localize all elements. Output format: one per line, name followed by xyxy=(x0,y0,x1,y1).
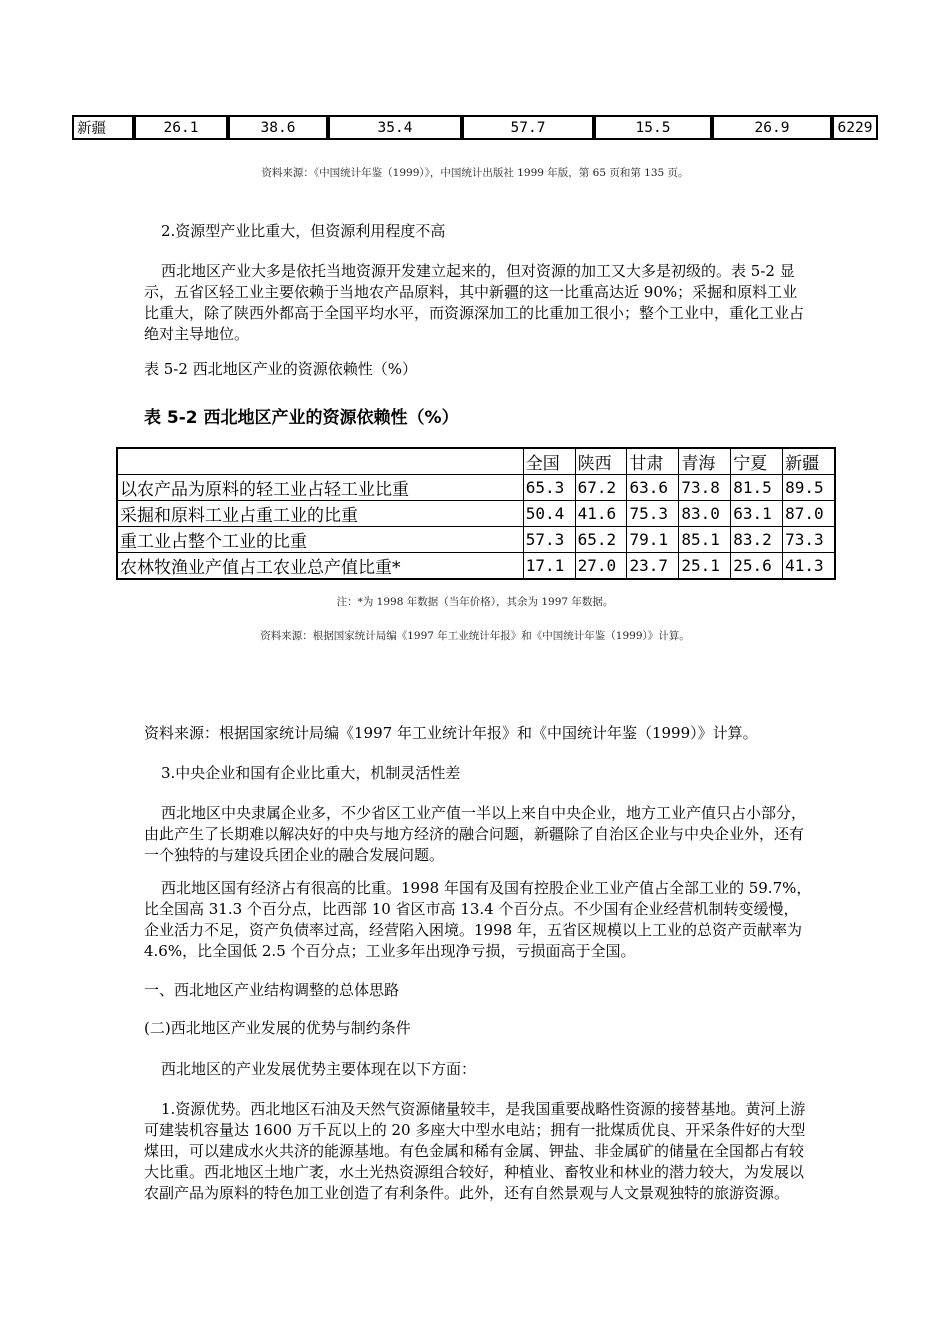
resource-dependency-table xyxy=(116,447,836,580)
table-cell: 85.1 xyxy=(679,527,731,553)
table-cell: 41.3 xyxy=(783,553,835,580)
source-note: 资料来源：根据国家统计局编《1997 年工业统计年报》和《中国统计年鉴（1999）》计算。 xyxy=(260,630,690,642)
table-cell: 89.5 xyxy=(783,475,835,501)
table-cell: 35.4 xyxy=(328,117,462,138)
paragraph: 西北地区中央隶属企业多，不少省区工业产值一半以上来自中央企业，地方工业产值只占小部分，由此产生了长期难以解决好的中央与地方经济的融合问题，新疆除了自治区企业与中央企业外，还有一个独特的与建设兵团企业的融合发展问题。 xyxy=(144,804,807,864)
table-cell: 17.1 xyxy=(523,553,575,580)
paragraph: 西北地区国有经济占有很高的比重。1998 年国有及国有控股企业工业产值占全部工业的 59.7%，比全国高 31.3 个百分点，比西部 10 省区市高 13.4 个百分点。不少国有企业经营机制转变缓慢，企业活力不足，资产负债率过高，经营陷入困境。1998 年，五省区规模以上工业的总资产贡献率为 4.6%，比全国低 2.5 个百分点；工业多年出现净亏损，亏损面高于全国。 xyxy=(144,879,812,960)
table-cell: 67.2 xyxy=(575,475,627,501)
row-label: 以农产品为原料的轻工业占轻工业比重 xyxy=(117,475,523,501)
table-header-cell: 青海 xyxy=(679,448,731,475)
table-header-cell: 陕西 xyxy=(575,448,627,475)
paragraph: 1.资源优势。西北地区石油及天然气资源储量较丰，是我国重要战略性资源的接替基地。黄河上游可建装机容量达 1600 万千瓦以上的 20 多座大中型水电站；拥有一批煤质优良、开采条件好的大型煤田，可以建成水火共济的能源基地。有色金属和稀有金属、钾盐、非金属矿的储量在全国都占有较大比重。西北地区土地广袤，水土光热资源组合较好，种植业、畜牧业和林业的潜力较大，为发展以农副产品为原料的特色加工业创造了有利条件。此外，还有自然景观与人文景观独特的旅游资源。 xyxy=(144,1100,806,1202)
table-cell: 57.7 xyxy=(462,117,594,138)
table-cell: 65.3 xyxy=(523,475,575,501)
table-cell: 83.2 xyxy=(731,527,783,553)
table-cell: 15.5 xyxy=(594,117,712,138)
table-cell: 25.1 xyxy=(679,553,731,580)
table-header-cell: 宁夏 xyxy=(731,448,783,475)
table-row xyxy=(117,553,835,580)
row-label: 采掘和原料工业占重工业的比重 xyxy=(117,501,523,527)
source-note: 资料来源：《中国统计年鉴（1999）》，中国统计出版社 1999 年版，第 65 页和第 135 页。 xyxy=(261,167,689,179)
paragraph: 西北地区产业大多是依托当地资源开发建立起来的，但对资源的加工又大多是初级的。表 5-2 显示，五省区轻工业主要依赖于当地农产品原料，其中新疆的这一比重高达近 90%；采掘和原料工业比重大，除了陕西外都高于全国平均水平，而资源深加工的比重加工很小；整个工业中，重化工业占绝对主导地位。 xyxy=(144,262,805,343)
table-cell: 25.6 xyxy=(731,553,783,580)
source-note: 资料来源：根据国家统计局编《1997 年工业统计年报》和《中国统计年鉴（1999）》计算。 xyxy=(144,724,758,742)
section-heading: 一、西北地区产业结构调整的总体思路 xyxy=(144,981,400,999)
table-cell: 新疆 xyxy=(74,117,134,138)
paragraph: 西北地区的产业发展优势主要体现在以下方面： xyxy=(161,1060,477,1078)
table-header-cell: 全国 xyxy=(523,448,575,475)
xinjiang-data-table xyxy=(72,115,878,140)
table-cell: 41.6 xyxy=(575,501,627,527)
table-cell: 81.5 xyxy=(731,475,783,501)
table-cell: 63.6 xyxy=(627,475,679,501)
table-cell: 73.3 xyxy=(783,527,835,553)
table-label: 表 5-2 西北地区产业的资源依赖性（%） xyxy=(144,360,417,378)
table-cell: 75.3 xyxy=(627,501,679,527)
table-cell: 26.1 xyxy=(134,117,228,138)
section-heading: (二)西北地区产业发展的优势与制约条件 xyxy=(144,1019,411,1037)
table-cell: 57.3 xyxy=(523,527,575,553)
section-heading: 2.资源型产业比重大，但资源利用程度不高 xyxy=(161,222,446,240)
table-cell: 26.9 xyxy=(712,117,832,138)
table-cell: 50.4 xyxy=(523,501,575,527)
table-row xyxy=(117,501,835,527)
table-cell: 23.7 xyxy=(627,553,679,580)
table-cell: 83.0 xyxy=(679,501,731,527)
table-title: 表 5-2 西北地区产业的资源依赖性（%） xyxy=(144,408,459,428)
table-cell: 63.1 xyxy=(731,501,783,527)
table-cell: 65.2 xyxy=(575,527,627,553)
row-label: 重工业占整个工业的比重 xyxy=(117,527,523,553)
table-row xyxy=(117,527,835,553)
table-header-cell: 甘肃 xyxy=(627,448,679,475)
table-cell: 27.0 xyxy=(575,553,627,580)
table-header-row xyxy=(117,448,835,475)
table-cell: 6229 xyxy=(832,117,876,138)
table-row xyxy=(74,117,876,138)
table-note: 注：*为 1998 年数据（当年价格），其余为 1997 年数据。 xyxy=(336,596,614,608)
table-cell: 73.8 xyxy=(679,475,731,501)
row-label: 农林牧渔业产值占工农业总产值比重* xyxy=(117,553,523,580)
section-heading: 3.中央企业和国有企业比重大，机制灵活性差 xyxy=(161,764,461,782)
table-header-cell xyxy=(117,448,523,475)
table-cell: 79.1 xyxy=(627,527,679,553)
table-row xyxy=(117,475,835,501)
table-cell: 87.0 xyxy=(783,501,835,527)
table-header-cell: 新疆 xyxy=(783,448,835,475)
table-cell: 38.6 xyxy=(228,117,328,138)
